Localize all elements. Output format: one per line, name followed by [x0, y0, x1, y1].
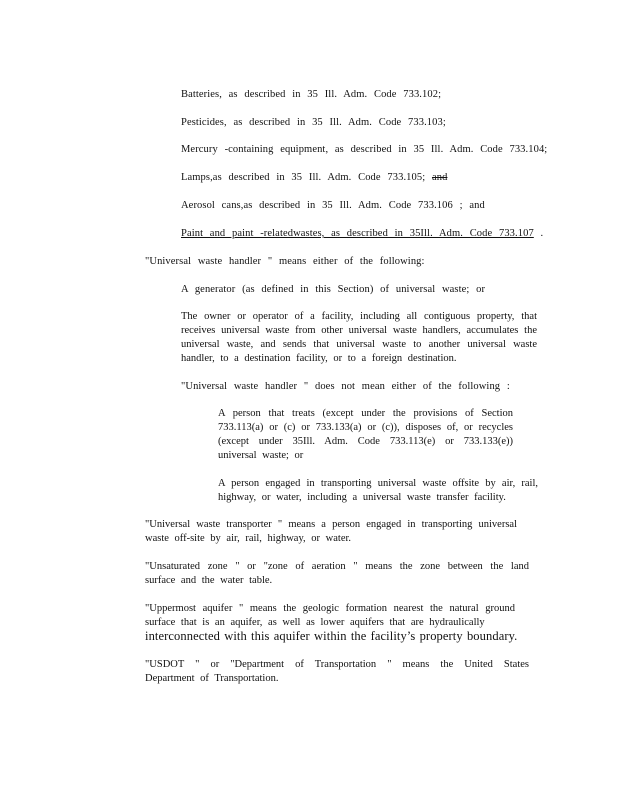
- definition-usdot: "USDOT " or "Department of Transportation " means the United States Department of Transportation.: [145, 659, 529, 684]
- definition-uppermost: "Uppermost aquifer " means the geologic formation nearest the natural ground surface that is an aquifer, as well as lower aquifers that are hydraulically: [145, 603, 515, 628]
- list-item-lamps: [181, 171, 447, 185]
- list-item-aerosol: Aerosol cans,as described in 35 Ill. Adm. Code 733.106 ; and: [181, 200, 485, 211]
- list-item-pesticides: Pesticides, as described in 35 Ill. Adm. Code 733.103;: [181, 117, 446, 128]
- definition-not-a: A person that treats (except under the provisions of Section 733.113(a) or (c) or 733.133(a) or (c)), disposes of, or recycles (except under 35Ill. Adm. Code 733.113(e) or 733.133(e)) universal waste; or: [218, 408, 513, 461]
- paint-period: .: [540, 228, 544, 239]
- definition-not-b: A person engaged in transporting universal waste offsite by air, rail, highway, or water, including a universal waste transfer facility.: [218, 478, 538, 503]
- definition-handler-intro: "Universal waste handler " means either of the following:: [145, 256, 425, 267]
- definition-handler-b: The owner or operator of a facility, including all contiguous property, that receives universal waste from other universal waste handlers, accumulates the universal waste, and sends that universal waste to another universal waste handler, to a destination facility, or to a foreign destination.: [181, 311, 537, 364]
- lamps-text: Lamps,as described in 35 Ill. Adm. Code 733.105;: [181, 172, 426, 183]
- lamps-struck-text: and: [431, 172, 448, 183]
- list-item-batteries: Batteries, as described in 35 Ill. Adm. Code 733.102;: [181, 89, 442, 100]
- list-item-paint: [181, 227, 543, 241]
- paint-text: Paint and paint -relatedwastes, as described in 35Ill. Adm. Code 733.107: [181, 228, 534, 239]
- definition-handler-not: "Universal waste handler " does not mean either of the following :: [181, 381, 510, 392]
- definition-handler-a: A generator (as defined in this Section) of universal waste; or: [181, 284, 486, 295]
- definition-unsaturated: "Unsaturated zone " or "zone of aeration " means the zone between the land surface and the water table.: [145, 561, 529, 586]
- list-item-mercury: Mercury -containing equipment, as described in 35 Ill. Adm. Code 733.104;: [181, 144, 548, 155]
- definition-uppermost-continued: interconnected with this aquifer within the facility’s property boundary.: [145, 629, 518, 643]
- definition-transporter: "Universal waste transporter " means a person engaged in transporting universal waste off-site by air, rail, highway, or water.: [145, 519, 517, 544]
